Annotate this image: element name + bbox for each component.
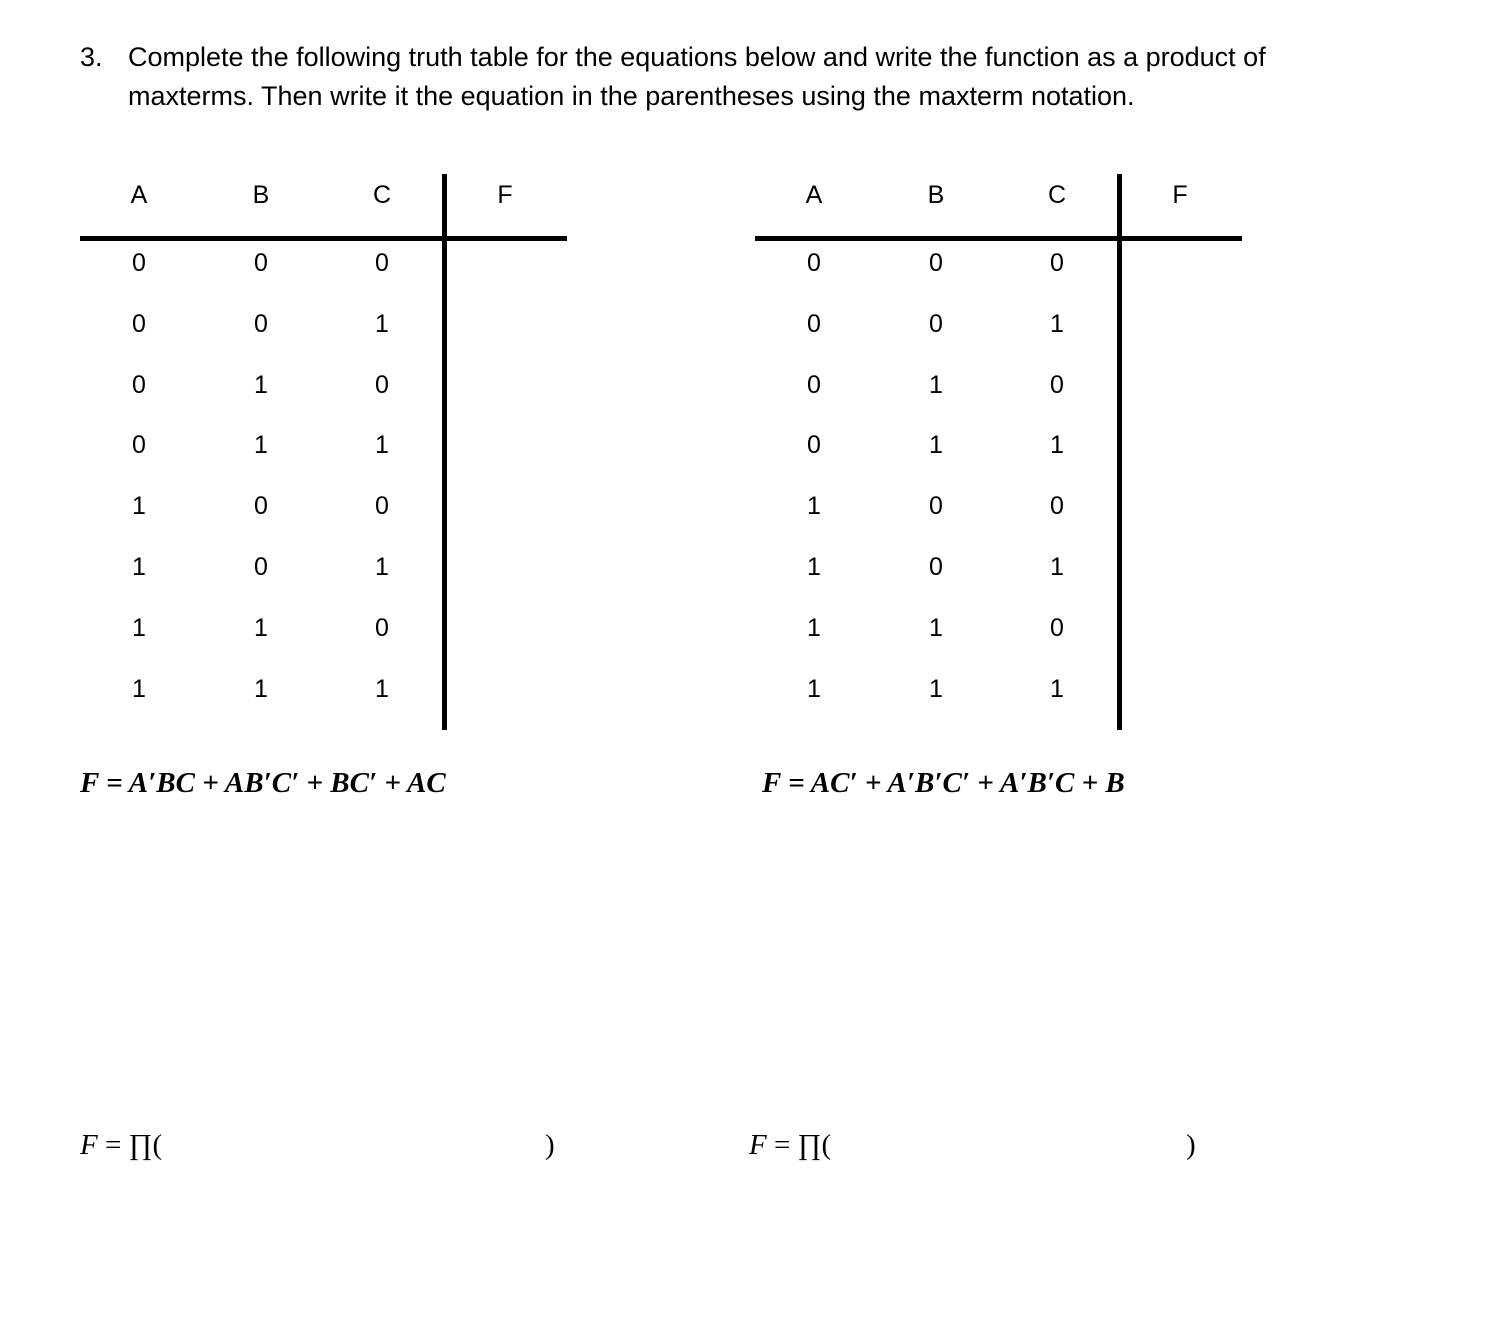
table-cell: 0 [1050,370,1064,399]
question-text [128,38,1428,116]
table-cell: 0 [375,492,389,521]
table-cell: 1 [929,431,943,460]
table-cell: 0 [807,249,821,277]
output-divider [442,174,447,730]
column-header-f: F [1172,181,1188,209]
question-line-1: Complete the following truth table for the equations below and write the function as a product of [128,42,1266,72]
table-cell: 0 [929,553,943,581]
table-cell: 0 [807,309,821,338]
table-cell: 1 [807,553,821,581]
table-cell: 1 [132,492,146,521]
table-cell: 1 [807,492,821,521]
column-header-c: C [372,181,392,209]
header-rule [755,236,1242,241]
table-cell: 1 [1050,309,1064,338]
table-cell: 1 [1050,431,1064,460]
column-header-a: A [805,181,823,209]
table-cell: 0 [132,249,146,277]
table-cell: 0 [375,613,389,642]
table-cell: 1 [375,674,389,703]
table-cell: 0 [254,492,268,521]
table-cell: 0 [132,370,146,399]
equation-right: F = AC′ + A′B′C′ + A′B′C + B [762,767,1125,799]
table-cell: 1 [929,613,943,642]
product-of-maxterms-right [749,1126,831,1164]
column-header-c: C [1047,181,1067,209]
product-of-maxterms-left [80,1126,162,1164]
question-line-2: maxterms. Then write it the equation in the parentheses using the maxterm notation. [128,81,1135,111]
table-cell: 1 [254,431,268,460]
table-cell: 0 [1050,613,1064,642]
output-divider [1117,174,1122,730]
product-close-paren-right: ) [1186,1129,1196,1161]
table-cell: 1 [375,309,389,338]
table-cell: 1 [132,613,146,642]
truth-table-right [755,170,1255,770]
table-cell: 1 [375,553,389,581]
table-cell: 1 [254,674,268,703]
table-cell: 1 [132,674,146,703]
column-header-f: F [497,181,513,209]
table-cell: 0 [929,492,943,521]
table-cell: 1 [254,370,268,399]
table-cell: 0 [132,309,146,338]
header-rule [80,236,567,241]
product-lhs-rest: = ∏( [97,1129,163,1161]
table-cell: 1 [1050,553,1064,581]
table-cell: 0 [254,553,268,581]
table-cell: 0 [254,249,268,277]
table-cell: 0 [132,431,146,460]
table-cell: 0 [929,309,943,338]
table-cell: 1 [132,553,146,581]
table-cell: 1 [375,431,389,460]
table-cell: 1 [807,674,821,703]
column-header-b: B [252,181,270,209]
table-cell: 0 [807,431,821,460]
product-lhs-var: F [749,1129,767,1161]
table-cell: 0 [254,309,268,338]
product-lhs-rest: = ∏( [766,1129,832,1161]
table-cell: 1 [929,674,943,703]
table-cell: 0 [375,249,389,277]
truth-table-left [80,170,580,770]
column-header-b: B [927,181,945,209]
table-cell: 0 [807,370,821,399]
column-header-a: A [130,181,148,209]
table-cell: 1 [807,613,821,642]
table-cell: 1 [254,613,268,642]
product-close-paren-left: ) [545,1129,555,1161]
table-cell: 0 [375,370,389,399]
table-cell: 1 [1050,674,1064,703]
table-cell: 1 [929,370,943,399]
table-cell: 0 [1050,492,1064,521]
question-number: 3. [80,42,103,72]
table-cell: 0 [929,249,943,277]
table-cell: 0 [1050,249,1064,277]
equation-left: F = A′BC + AB′C′ + BC′ + AC [80,767,446,799]
product-lhs-var: F [80,1129,98,1161]
